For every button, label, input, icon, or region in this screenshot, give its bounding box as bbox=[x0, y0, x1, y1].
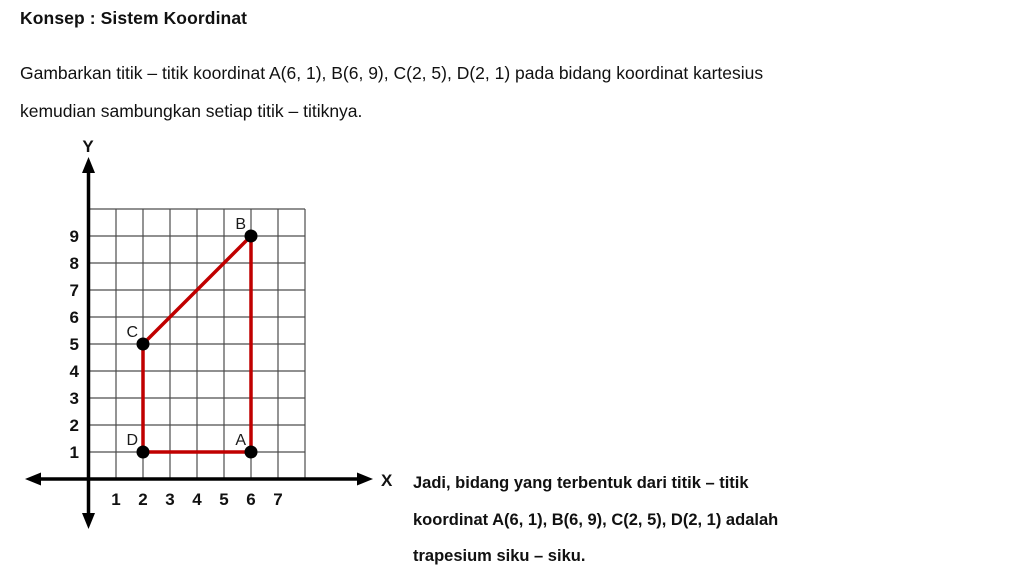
x-tick-1: 1 bbox=[111, 490, 121, 509]
conclusion-line-2: koordinat A(6, 1), B(6, 9), C(2, 5), D(2, 1) adalah bbox=[413, 510, 779, 529]
problem-line-2: kemudian sambungkan setiap titik – titiknya. bbox=[20, 101, 363, 121]
conclusion-line-3: trapesium siku – siku. bbox=[413, 547, 586, 565]
conclusion-statement bbox=[413, 465, 778, 566]
page-title: Konsep : Sistem Koordinat bbox=[20, 8, 248, 28]
x-axis-arrow-right-icon bbox=[357, 473, 373, 486]
x-tick-3: 3 bbox=[165, 490, 175, 509]
point-C-dot bbox=[137, 338, 150, 351]
y-tick-9: 9 bbox=[69, 227, 79, 246]
y-tick-4: 4 bbox=[69, 362, 79, 381]
coordinate-plane-figure bbox=[0, 130, 410, 566]
y-axis-arrow-down-icon bbox=[82, 513, 95, 529]
y-tick-8: 8 bbox=[69, 254, 79, 273]
cartesian-plot bbox=[0, 130, 410, 566]
point-B-dot bbox=[245, 230, 258, 243]
x-axis-arrow-left-icon bbox=[25, 473, 41, 486]
y-tick-7: 7 bbox=[69, 281, 79, 300]
point-A-label: A bbox=[235, 432, 246, 449]
y-axis-label: Y bbox=[82, 137, 94, 156]
point-B-label: B bbox=[235, 216, 246, 233]
x-tick-5: 5 bbox=[219, 490, 229, 509]
y-tick-3: 3 bbox=[69, 389, 79, 408]
point-C-label: C bbox=[126, 324, 138, 341]
point-A-dot bbox=[245, 446, 258, 459]
x-tick-2: 2 bbox=[138, 490, 148, 509]
x-axis-label: X bbox=[381, 471, 393, 490]
problem-statement bbox=[20, 54, 763, 130]
conclusion-line-1: Jadi, bidang yang terbentuk dari titik – titik bbox=[413, 474, 749, 492]
y-tick-6: 6 bbox=[69, 308, 79, 327]
point-D-label: D bbox=[126, 432, 138, 449]
x-tick-4: 4 bbox=[192, 490, 202, 509]
point-D-dot bbox=[137, 446, 150, 459]
x-tick-7: 7 bbox=[273, 490, 283, 509]
y-tick-1: 1 bbox=[69, 443, 79, 462]
problem-line-1: Gambarkan titik – titik koordinat A(6, 1), B(6, 9), C(2, 5), D(2, 1) pada bidang koordinat kartesius bbox=[20, 63, 764, 83]
y-tick-2: 2 bbox=[69, 416, 79, 435]
y-axis-arrow-up-icon bbox=[82, 157, 95, 173]
x-tick-6: 6 bbox=[246, 490, 256, 509]
y-tick-5: 5 bbox=[69, 335, 79, 354]
